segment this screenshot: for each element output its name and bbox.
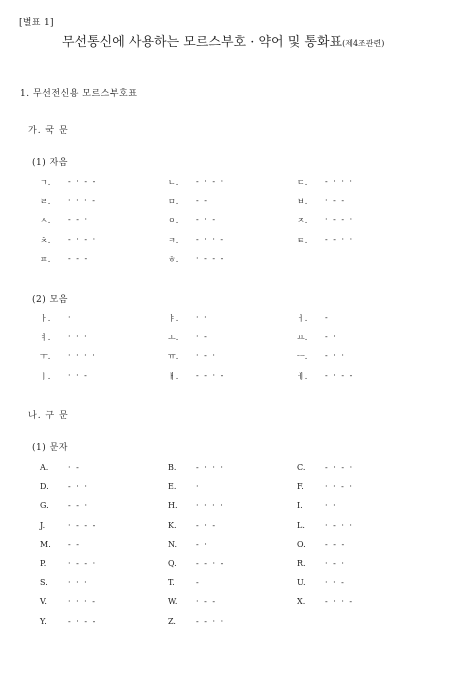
morse-character: ㄴ. [168,178,179,187]
morse-code: - · [325,332,338,342]
morse-character: ㅛ. [297,333,308,343]
morse-character: B. [168,463,177,472]
morse-code: - [325,313,330,322]
morse-character: I. [297,501,303,511]
morse-code: - - [196,196,209,206]
morse-code: - · - - [68,616,97,626]
morse-code: · - [68,463,81,472]
morse-code: · - - [325,196,346,206]
morse-character: ㅅ. [40,216,51,226]
morse-character: K. [168,520,177,530]
morse-code: · · [196,313,209,322]
morse-character: ㅠ. [168,352,179,362]
morse-row [0,215,467,229]
morse-code: · · - · [325,482,354,492]
subsection-heading-korean: 가. 국 문 [28,126,69,136]
morse-code: · · - [68,370,89,380]
morse-code: - · - - [68,177,97,186]
morse-character: ㅏ. [40,314,51,323]
morse-row [0,597,467,611]
morse-character: ㅊ. [40,235,51,245]
morse-character: ㄷ. [297,178,308,187]
morse-code: · - · [196,351,217,361]
morse-code: · - · · [325,520,354,530]
group-heading-vowels: (2) 모음 [32,295,68,305]
morse-character: ㅂ. [297,197,308,207]
morse-character: S. [40,578,48,588]
morse-code: · - [196,332,209,342]
appendix-tag: [별표 1] [19,18,54,28]
morse-character: ㅡ. [297,352,308,362]
morse-code: - · - · [68,234,97,244]
morse-character: ㅕ. [40,333,51,343]
morse-character: ㅍ. [40,254,51,264]
morse-code: - - · - [196,559,225,568]
morse-character: E. [168,482,177,492]
morse-row [0,332,467,346]
morse-code: · - - - [68,520,97,530]
morse-character: T. [168,578,175,588]
morse-character: R. [297,559,306,568]
morse-row [0,501,467,515]
morse-character: ㅑ. [168,314,179,323]
morse-code: - · · · [196,463,225,472]
morse-character: Q. [168,559,177,568]
morse-character: H. [168,501,178,511]
morse-character: A. [40,463,49,472]
morse-code: - · - · [325,463,354,472]
morse-row [0,559,467,573]
morse-code: - · · [325,351,346,361]
morse-character: ㅌ. [297,235,308,245]
morse-character: C. [297,463,306,472]
morse-code: - [196,578,201,588]
group-heading-letters: (1) 문자 [32,443,68,453]
document-title-note: (제4조관련) [342,39,385,48]
morse-code: · · · [68,332,89,342]
morse-code: · · · - [68,597,97,607]
morse-character: ㄹ. [40,197,51,207]
morse-character: D. [40,482,49,492]
morse-code: - - · [68,215,89,225]
morse-character: ㅁ. [168,197,179,207]
morse-code: · · · · [196,501,225,511]
morse-character: P. [40,559,47,568]
morse-character: W. [168,597,178,607]
morse-code: - · · - [325,597,354,607]
morse-code: · · · - [68,196,97,206]
morse-code: - · - - [325,370,354,380]
morse-character: M. [40,539,51,549]
morse-character: ㄱ. [40,178,51,187]
morse-character: L. [297,520,305,530]
morse-code: · - - [196,597,217,607]
morse-code: · - - · [68,559,97,568]
morse-character: ㅓ. [297,314,308,323]
morse-character: F. [297,482,304,492]
section-heading-radiotelegraph: 1. 무선전신용 모르스부호표 [20,89,138,99]
morse-code: - - - [325,539,346,549]
morse-code: - - · - [196,370,225,380]
morse-code: - - - [68,253,89,263]
morse-code: · - - · [325,215,354,225]
morse-character: J. [40,520,46,530]
morse-character: G. [40,501,49,511]
subsection-heading-european: 나. 구 문 [28,411,69,421]
morse-code: - - · · [325,234,354,244]
morse-code: - - [68,539,81,549]
morse-code: - · - [196,215,217,225]
morse-character: ㅋ. [168,235,179,245]
document-title [62,31,384,50]
morse-code: · · · · [68,351,97,361]
morse-row [0,177,467,191]
morse-character: ㅎ. [168,254,179,264]
morse-row [0,521,467,535]
morse-row [0,351,467,365]
morse-character: ㅗ. [168,333,179,343]
morse-code: · · [325,501,338,511]
morse-code: · [196,482,201,492]
morse-character: Z. [168,616,176,626]
group-heading-consonants: (1) 자음 [32,158,68,168]
morse-code: - · [196,539,209,549]
morse-row [0,313,467,327]
morse-row [0,540,467,554]
morse-code: - · - · [196,177,225,186]
morse-row [0,235,467,249]
morse-character: ㅔ. [297,371,308,381]
morse-row [0,617,467,631]
document-title-main: 무선통신에 사용하는 모르스부호 · 약어 및 통화표 [62,35,343,50]
morse-code: · · - [325,578,346,588]
morse-row [0,371,467,385]
morse-code: - · · · [325,177,354,186]
morse-row [0,254,467,268]
morse-code: - · - [196,520,217,530]
morse-code: · - · [325,559,346,568]
morse-character: U. [297,578,306,588]
morse-row [0,578,467,592]
morse-character: Y. [40,616,47,626]
morse-code: · - - - [196,253,225,263]
morse-code: - - · · [196,616,225,626]
morse-code: - · · [68,482,89,492]
morse-code: - - · [68,501,89,511]
morse-character: ㅜ. [40,352,51,362]
morse-code: · [68,313,73,322]
morse-character: ㅣ. [40,371,51,381]
morse-character: V. [40,597,47,607]
morse-character: X. [297,597,306,607]
morse-code: · · · [68,578,89,588]
morse-row [0,463,467,477]
morse-character: N. [168,539,178,549]
morse-character: ㅐ. [168,371,179,381]
morse-character: ㅈ. [297,216,308,226]
morse-row [0,482,467,496]
morse-code: - · · - [196,234,225,244]
morse-row [0,196,467,210]
morse-character: ㅇ. [168,216,179,226]
morse-character: O. [297,539,306,549]
